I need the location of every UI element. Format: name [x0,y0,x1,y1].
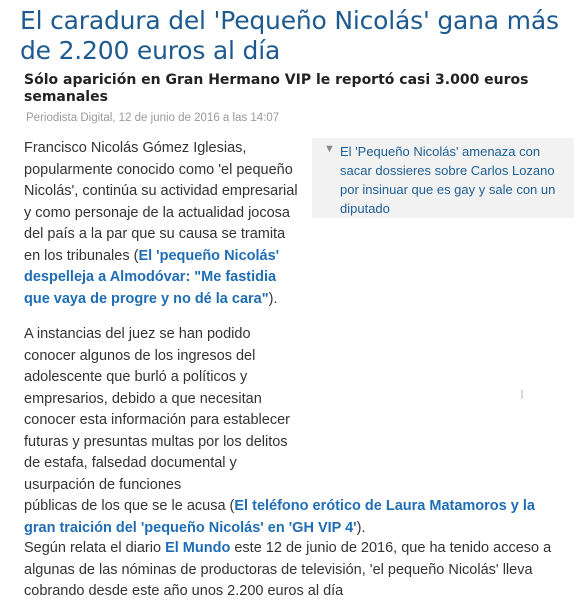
article-headline: El caradura del 'Pequeño Nicolás' gana más de 2.200 euros al día [20,6,559,65]
triangle-down-icon: ▼ [324,143,335,155]
related-article-box [312,138,574,218]
paragraph-3-text: este 12 de junio de 2016, que ha tenido acceso a algunas de las nóminas de productoras de televisión, 'el pequeño Nicolás' lleva cobrando desde este año unos 2.200 euros al día [24,540,552,599]
el-mundo-link[interactable]: El Mundo [165,540,231,556]
article-subtitle: Sólo aparición en Gran Hermano VIP le reportó casi 3.000 euros semanales [24,72,529,105]
paragraph-1-close: ). [268,290,278,307]
paragraph-2 [24,324,564,539]
paragraph-3 [24,538,564,603]
gh-vip-article-link[interactable]: El teléfono erótico de Laura Matamoros y la gran traición del 'pequeño Nicolás' en 'GH VIP 4' [24,498,535,536]
almodovar-article-link[interactable]: El 'pequeño Nicolás' despelleja a Almodóvar: "Me fastidia que vaya de progre y no dé la cara" [24,247,280,307]
paragraph-1-text: Francisco Nicolás Gómez Iglesias, popularmente conocido como 'el pequeño Nicolás', continúa su actividad empresarial y como personaje de la actualidad jocosa del país a la par que su causa se tramita en los tribunales ( [24,140,298,264]
paragraph-1 [24,138,304,310]
paragraph-2-close: ). [356,519,366,536]
related-article-link[interactable]: El 'Pequeño Nicolás' amenaza con sacar dossieres sobre Carlos Lozano por insinuar que es gay y sale con un diputado [340,144,556,216]
scroll-marker [521,390,523,399]
article-byline: Periodista Digital, 12 de junio de 2016 a las 14:07 [26,112,280,124]
paragraph-2-text: A instancias del juez se han podido conocer algunos de los ingresos del adolescente que burló a políticos y empresarios, debido a que necesitan conocer esta información para establecer futuras y presuntas multas por los delitos de estafa, falsedad documental y usurpación de funciones [24,326,290,493]
paragraph-2-text-continued: públicas de los que se le acusa ( [24,498,235,514]
paragraph-3-lead: Según relata el diario [24,540,166,556]
